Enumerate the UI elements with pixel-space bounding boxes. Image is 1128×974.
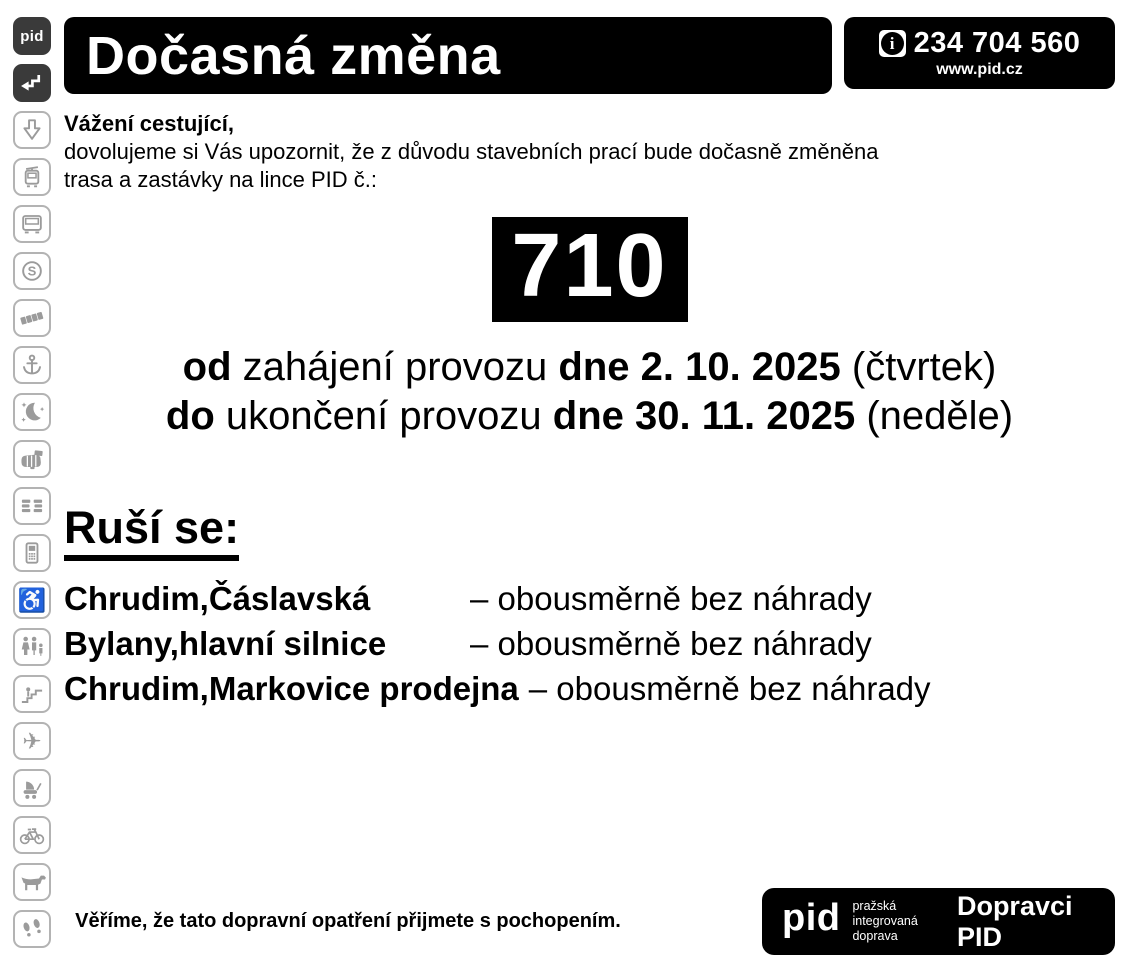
- dog-icon: [13, 863, 51, 901]
- validity-to-weekday: (neděle): [855, 394, 1014, 438]
- funicular-icon: [13, 299, 51, 337]
- bicycle-icon: [13, 816, 51, 854]
- stop-note: – obousměrně bez náhrady: [470, 624, 872, 662]
- stop-note: – obousměrně bez náhrady: [528, 669, 931, 707]
- info-icon-glyph: i: [881, 32, 904, 55]
- stop-note: – obousměrně bez náhrady: [470, 579, 872, 617]
- transport-mode-sidebar: [13, 17, 51, 948]
- validity-dates: [64, 343, 1115, 441]
- pid-footer-logo-box: [762, 888, 1115, 955]
- validity-from-text: zahájení provozu: [231, 345, 559, 389]
- detour-icon: [13, 64, 51, 102]
- stop-row: [64, 666, 1115, 711]
- ticket-validation-icon: [13, 440, 51, 478]
- stop-row: [64, 576, 1115, 621]
- stop-row: [64, 621, 1115, 666]
- s-train-icon: [13, 252, 51, 290]
- family-icon: [13, 628, 51, 666]
- validity-to-text: ukončení provozu: [214, 394, 553, 438]
- validity-from-line: [64, 343, 1115, 392]
- notice-content: [64, 0, 1115, 711]
- pid-logo-subtitle: [852, 899, 944, 944]
- stop-name: Chrudim,Markovice prodejna: [64, 669, 519, 707]
- info-phone-number: 234 704 560: [913, 27, 1081, 59]
- operator-label: Dopravci PID: [956, 890, 1073, 952]
- validity-to-date: dne 30. 11. 2025: [552, 394, 856, 438]
- validity-from-date: dne 2. 10. 2025: [558, 345, 841, 389]
- info-phone-row: [879, 27, 1081, 60]
- page-title: Dočasná změna: [86, 25, 501, 86]
- metro-arrow-icon: [13, 111, 51, 149]
- night-moon-icon: [13, 393, 51, 431]
- cancelled-heading: Ruší se:: [64, 503, 239, 561]
- info-contact-box: [844, 17, 1115, 89]
- footprints-icon: [13, 910, 51, 948]
- stop-name: Bylany,hlavní silnice: [64, 624, 387, 662]
- pid-logo-text: pid: [20, 27, 44, 45]
- validity-to-prefix: do: [165, 394, 215, 438]
- stop-name: Chrudim,Čáslavská: [64, 579, 371, 617]
- footer-message: Věříme, že tato dopravní opatření přijmete s pochopením.: [75, 910, 621, 932]
- cancelled-section: [64, 503, 1115, 561]
- pid-logo-subtitle-line2: doprava: [852, 929, 898, 943]
- ferry-anchor-icon: [13, 346, 51, 384]
- tram-icon: [13, 158, 51, 196]
- mobile-phone-icon: [13, 534, 51, 572]
- intro-body-line1: dovolujeme si Vás upozornit, že z důvodu stavebních prací bude dočasně změněna: [64, 139, 879, 164]
- header: [64, 0, 1115, 94]
- intro-paragraph: [64, 110, 1115, 194]
- intro-body-line2: trasa a zastávky na lince PID č.:: [64, 167, 378, 192]
- validity-from-prefix: od: [182, 345, 232, 389]
- bus-icon: [13, 205, 51, 243]
- line-number-box: [492, 217, 688, 322]
- pram-icon: [13, 769, 51, 807]
- line-number: 710: [511, 216, 668, 316]
- escalator-icon: [13, 675, 51, 713]
- validity-from-weekday: (čtvrtek): [840, 345, 997, 389]
- cancelled-stops-list: [64, 576, 1115, 711]
- pid-logo: [13, 17, 51, 55]
- airplane-icon: ✈: [13, 722, 51, 760]
- pid-wordmark: pid: [782, 897, 841, 939]
- pid-logo-subtitle-line1: pražská integrovaná: [852, 899, 918, 928]
- chip-card-icon: [13, 487, 51, 525]
- validity-to-line: [64, 392, 1115, 441]
- title-bar: [64, 17, 832, 94]
- svg-text:S: S: [27, 263, 37, 279]
- wheelchair-icon: ♿: [13, 581, 51, 619]
- intro-salutation: Vážení cestující,: [64, 111, 234, 136]
- footer: [64, 888, 1115, 955]
- info-icon: [879, 30, 906, 57]
- info-website: www.pid.cz: [936, 61, 1023, 78]
